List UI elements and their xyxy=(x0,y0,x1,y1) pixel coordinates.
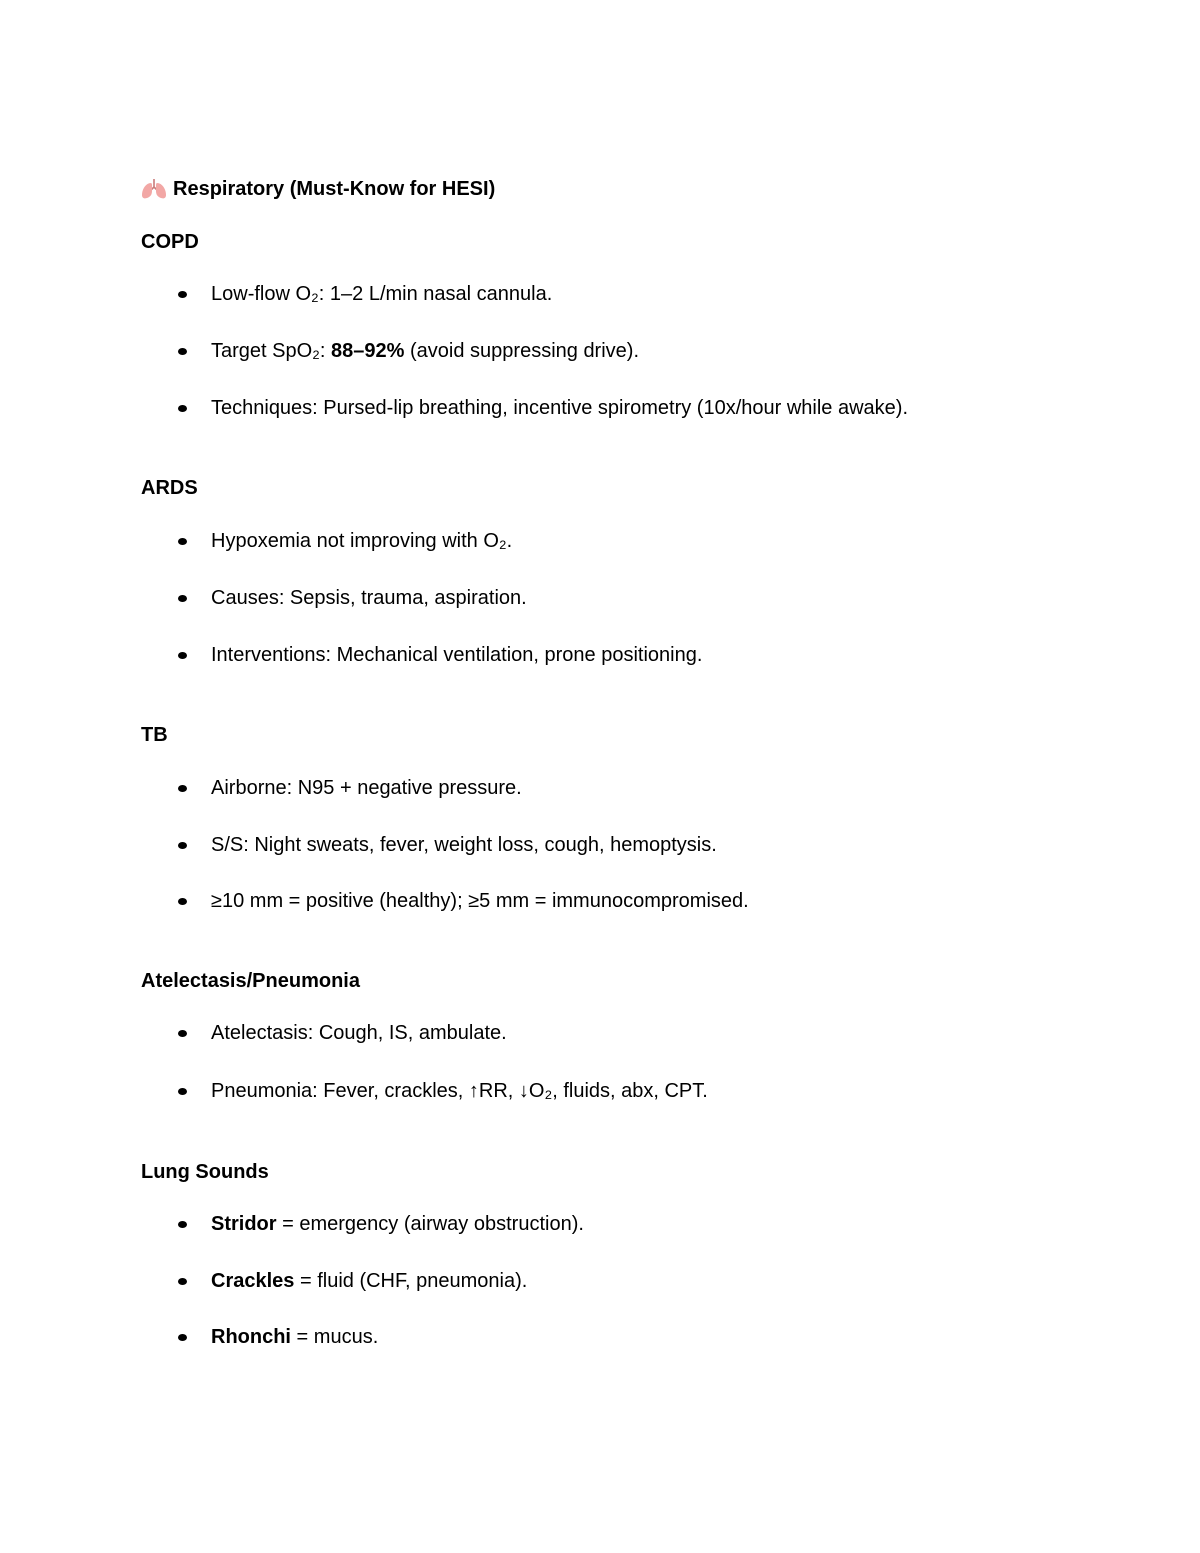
list-item: Causes: Sepsis, trauma, aspiration. xyxy=(141,585,527,611)
list-item: Stridor = emergency (airway obstruction). xyxy=(141,1211,584,1237)
lungs-icon xyxy=(141,178,167,200)
section-heading: COPD xyxy=(141,231,199,253)
section-copd xyxy=(141,229,199,255)
section-heading: ARDS xyxy=(141,477,198,499)
list-item: Low-flow O₂: 1–2 L/min nasal cannula. xyxy=(141,281,552,307)
list-item: Hypoxemia not improving with O₂. xyxy=(141,528,512,554)
list-item: S/S: Night sweats, fever, weight loss, cough, hemoptysis. xyxy=(141,832,717,858)
section-heading: TB xyxy=(141,724,168,746)
list-item: Crackles = fluid (CHF, pneumonia). xyxy=(141,1268,527,1294)
list-item: Rhonchi = mucus. xyxy=(141,1324,378,1350)
document-title xyxy=(141,176,1101,202)
document-page xyxy=(141,176,1101,1348)
list-item: Interventions: Mechanical ventilation, prone positioning. xyxy=(141,642,702,668)
section-lung-sounds xyxy=(141,1159,269,1185)
section-heading: Lung Sounds xyxy=(141,1161,269,1183)
section-tb xyxy=(141,722,168,748)
list-item: Atelectasis: Cough, IS, ambulate. xyxy=(141,1020,507,1046)
document-title-text: Respiratory (Must-Know for HESI) xyxy=(173,178,496,200)
list-item: Pneumonia: Fever, crackles, ↑RR, ↓O₂, fluids, abx, CPT. xyxy=(141,1078,708,1104)
section-atelectasis-pneumonia xyxy=(141,968,360,994)
list-item: Airborne: N95 + negative pressure. xyxy=(141,775,522,801)
list-item: Target SpO₂: 88–92% (avoid suppressing drive). xyxy=(141,338,639,364)
section-ards xyxy=(141,475,198,501)
section-heading: Atelectasis/Pneumonia xyxy=(141,970,360,992)
list-item: Techniques: Pursed-lip breathing, incentive spirometry (10x/hour while awake). xyxy=(141,395,908,421)
list-item: ≥10 mm = positive (healthy); ≥5 mm = immunocompromised. xyxy=(141,888,749,914)
